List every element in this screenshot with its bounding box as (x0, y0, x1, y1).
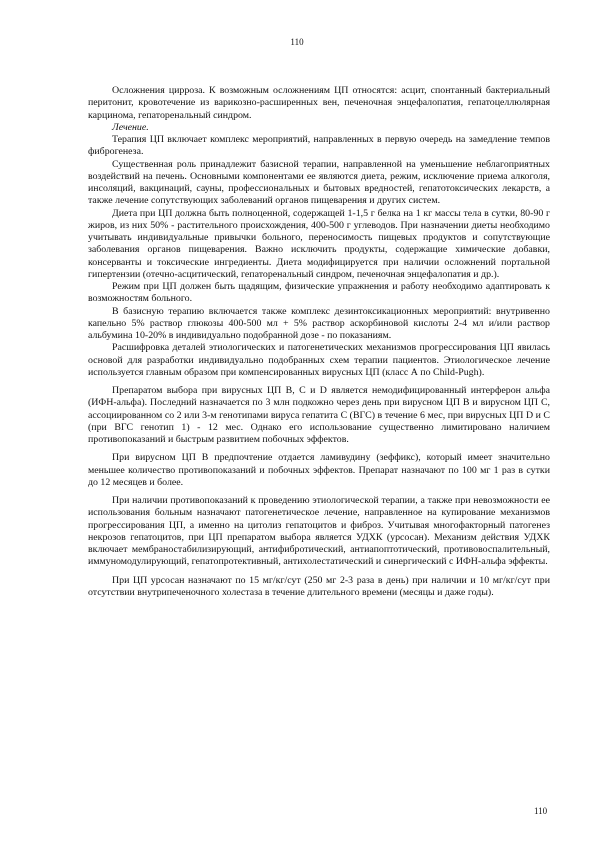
paragraph-diet: Диета при ЦП должна быть полноценной, содержащей 1-1,5 г белка на 1 кг массы тела в сутки, 80-90 г жиров, из них 50% - растительного происхождения, 400-500 г углеводов. При назначении диеты необходимо учитывать индивидуальные привычки больного, переносимость пищевых продуктов и сопутствующие заболевания органов пищеварения. Важно исключить продукты, содержащие химические добавки, консерванты и токсические ингредиенты. Диета модифицируется при наличии осложнений портальной гипертензии (отечно-асцитический, гепаторенальный синдром, печеночная энцефалопатия и др.). (88, 207, 550, 280)
paragraph-etiology: Расшифровка деталей этиологических и патогенетических механизмов прогрессирования ЦП явилась основой для разработки индивидуально подобранных схем терапии пациентов. Этиологическое лечение используется главным образом при компенсированных вирусных ЦП (класс А по Child-Pugh). (88, 342, 550, 378)
page-number-bottom: 110 (534, 806, 548, 816)
paragraph-detox: В базисную терапию включается также комплекс дезинтоксикационных мероприятий: внутривенно капельно 5% раствор глюкозы 400-500 мл + 5% раствор аскорбиновой кислоты 2-4 мл и/или раствор альбумина 10-20% в индивидуально подобранной дозе - по показаниям. (88, 305, 550, 341)
paragraph-therapy-intro: Терапия ЦП включает комплекс мероприятий, направленных в первую очередь на замедление темпов фиброгенеза. (88, 134, 550, 158)
paragraph-complications: Осложнения цирроза. К возможным осложнениям ЦП относятся: асцит, спонтанный бактериальный перитонит, кровотечение из варикозно-расширенных вен, печеночная энцефалопатия, гепатоцеллюлярная карцинома, гепаторенальный синдром. (88, 85, 550, 121)
paragraph-basic-therapy: Существенная роль принадлежит базисной терапии, направленной на уменьшение неблагоприятных воздействий на печень. Основными компонентами ее являются диета, режим, исключение приема алкоголя, инсоляций, вакцинаций, сауны, профессиональных и бытовых вредностей, гепатотоксических лекарств, а также лечение сопутствующих заболеваний органов пищеварения и других систем. (88, 158, 550, 207)
paragraph-pathogenetic: При наличии противопоказаний к проведению этиологической терапии, а также при невозможности ее использования больным назначают патогенетическое лечение, направленное на купирование механизмов прогрессирования ЦП, а именно на цитолиз гепатоцитов и фиброз. Учитывая многофакторный патогенез некрозов гепатоцитов, при ЦП препаратом выбора является УДХК (урсосан). Механизм действия УДХК включает мембраностабилизирующий, антифибротический, антиапоптотический, противовоспалительный, иммуномодулирующий, гепатопротективный, антихолестатический и синергический с ИФН-альфа эффекты. (88, 495, 550, 568)
paragraph-interferon: Препаратом выбора при вирусных ЦП В, С и D является немодифицированный интерферон альфа (ИФН-альфа). Последний назначается по 3 млн подкожно через день при вирусном ЦП В и вирусном ЦП С, ассоциированном со 2 или 3-м генотипами вируса гепатита С (ВГС) в течение 6 мес, при вирусных ЦП D и С (при ВГС генотип 1) - 12 мес. Однако его использование существенно лимитировано наличием противопоказаний и быстрым развитием побочных эффектов. (88, 385, 550, 445)
paragraph-regimen: Режим при ЦП должен быть щадящим, физические упражнения и работу необходимо адаптировать к возможностям больного. (88, 281, 550, 305)
section-heading-treatment: Лечение. (112, 121, 149, 133)
paragraph-ursosan-dosage: При ЦП урсосан назначают по 15 мг/кг/сут (250 мг 2-3 раза в день) при наличии и 10 мг/кг/сут при отсутствии внутрипеченочного холестаза в течение длительного времени (месяцы и даже годы). (88, 574, 550, 598)
page-body (88, 85, 550, 599)
paragraph-lamivudine: При вирусном ЦП В предпочтение отдается ламивудину (зеффикс), который имеет значительно меньшее количество противопоказаний и побочных эффектов. Препарат назначают по 100 мг 1 раз в сутки до 12 месяцев и более. (88, 452, 550, 488)
page-number-top: 110 (290, 37, 304, 47)
